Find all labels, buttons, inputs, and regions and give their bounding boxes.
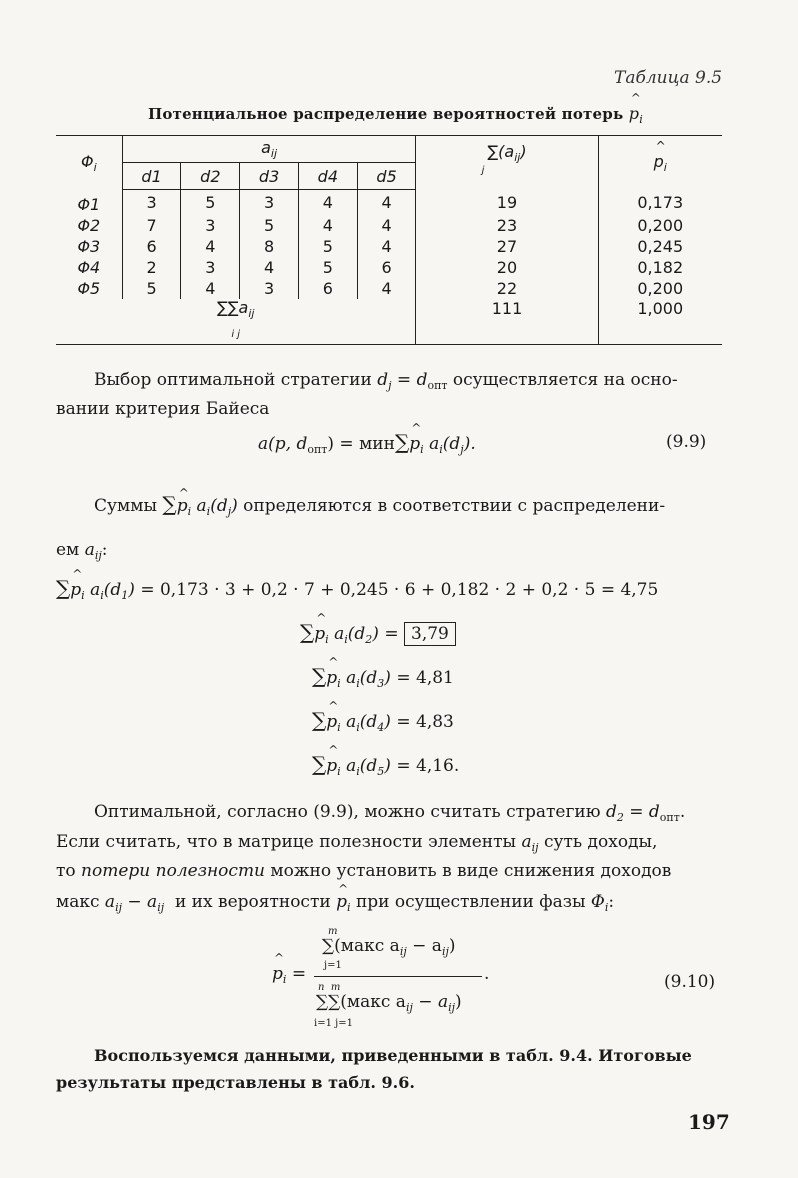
equation-9-9-number: (9.9) [666, 432, 707, 452]
row-p: 0,173 [637, 192, 684, 212]
total-p: 1,000 [598, 299, 722, 345]
cell: 4 [298, 215, 357, 236]
cell: 3 [181, 257, 240, 278]
cell: 4 [381, 192, 392, 212]
sum-line-d5: ∑^ $p_i$ $a_i(d_5) = 4,16$. [312, 752, 459, 778]
paragraph-2-line-1: Суммы ∑^ $p_i$ $a_i(d_j)$ определяются в соответствии с распределени- [94, 490, 722, 526]
table-title [148, 104, 643, 126]
row-phi: Φ1 [56, 190, 122, 215]
sum-line-d1: ∑^ $p_i$ $a_i(d_1) = 0,173 \cdot 3 + 0,2 \cdot 7 + 0,245 \cdot 6 + 0,182 \cdot 2 + 0,2 \cdot 5 = 4,75$ [56, 576, 658, 602]
total-sum: 111 [416, 299, 598, 345]
row-phi: Φ4 [56, 257, 122, 278]
row-sum: 27 [416, 236, 598, 257]
cell: 4 [381, 278, 392, 298]
cell: 4 [381, 215, 392, 235]
paragraph-4-line-1: Воспользуемся данными, приведенными в табл. 9.4. Итоговые [94, 1046, 692, 1065]
table-row [56, 215, 722, 236]
row-sum: 23 [416, 215, 598, 236]
probability-table [56, 135, 722, 345]
row-phi: Φ5 [56, 278, 122, 299]
table-header-row-1 [56, 136, 722, 163]
paragraph-3-line-2: Если считать, что в матрице полезности элементы $a_{ij}$ суть доходы, [56, 832, 658, 854]
d4-header: d4 [298, 163, 357, 190]
equation-9-10: m ∑(макс $a_{ij} - a_{ij}$) j=1 ^ $p_i$ = . n m ∑∑(макс $a_{ij} - a_{ij}$) i=1 j=1 [272, 926, 502, 1036]
paragraph-2-line-2: ем $a_{ij}$: [56, 540, 108, 562]
cell: 4 [181, 236, 240, 257]
cell: 5 [122, 278, 181, 299]
paragraph-3-line-1: Оптимальной, согласно (9.9), можно считать стратегию $d_2 = d_{опт}$. [94, 802, 686, 824]
cell: 3 [181, 215, 240, 236]
fraction-bar [314, 976, 482, 977]
cell: 6 [381, 257, 392, 277]
table-row [56, 278, 722, 299]
cell: 4 [298, 190, 357, 215]
cell: 4 [381, 236, 392, 256]
d3-header: d3 [240, 163, 299, 190]
fraction-denominator: ∑∑(макс $a_{ij} - a_{ij}$) [316, 992, 462, 1014]
row-sum: 22 [416, 278, 598, 299]
table-title-text: Потенциальное распределение вероятностей потерь [148, 105, 624, 123]
table-row [56, 190, 722, 215]
cell: 6 [298, 278, 357, 299]
table-caption: Таблица 9.5 [614, 68, 723, 88]
equation-9-9: a(p, $d_{опт}$) = мин∑^ $p_i$ $a_i(d_j)$. [258, 430, 476, 456]
table-row [56, 257, 722, 278]
row-p: 0,200 [637, 278, 684, 298]
cell: 2 [122, 257, 181, 278]
optimal-value-box: 3,79 [404, 622, 456, 646]
p-header: ^ $p_i$ [598, 136, 722, 190]
paragraph-1-line-1: Выбор оптимальной стратегии $d_j = d_{опт}$ осуществляется на осно- [94, 370, 678, 392]
paragraph-4-line-2: результаты представлены в табл. 9.6. [56, 1073, 415, 1092]
sum-line-d2: ∑^ $p_i$ $a_i(d_2) = 3,79$ [300, 620, 456, 646]
cell: 3 [240, 190, 299, 215]
total-label: $\sum\sum a_{ij}$ i j [56, 299, 416, 345]
row-phi: Φ3 [56, 236, 122, 257]
table-row [56, 236, 722, 257]
sum-header: $\sum(a_{ij})$ $^j$ [416, 136, 598, 190]
aij-header: $a_{ij}$ [122, 136, 416, 163]
page-number: 197 [688, 1110, 730, 1134]
sum-line-d3: ∑^ $p_i$ $a_i(d_3) = 4,81$ [312, 664, 454, 690]
cell: 5 [298, 236, 357, 257]
table-total-row [56, 299, 722, 345]
cell: 3 [122, 190, 181, 215]
equation-9-10-number: (9.10) [664, 972, 716, 992]
row-sum: 19 [416, 190, 598, 215]
d1-header: d1 [122, 163, 181, 190]
cell: 5 [298, 257, 357, 278]
paragraph-3-line-3: то потери полезности можно установить в виде снижения доходов [56, 861, 672, 881]
cell: 5 [240, 215, 299, 236]
cell: 3 [240, 278, 299, 299]
cell: 6 [122, 236, 181, 257]
row-p: 0,182 [637, 257, 684, 277]
sum-line-d4: ∑^ $p_i$ $a_i(d_4) = 4,83$ [312, 708, 454, 734]
d5-header: d5 [357, 163, 416, 190]
cell: 4 [181, 278, 240, 299]
row-p: 0,200 [637, 215, 684, 235]
cell: 4 [240, 257, 299, 278]
phi-header: $\Phi_i$ [56, 136, 122, 190]
row-sum: 20 [416, 257, 598, 278]
cell: 7 [122, 215, 181, 236]
d2-header: d2 [181, 163, 240, 190]
paragraph-3-line-4: макс $a_{ij} - a_{ij}$ и их вероятности ^ $p_i$ при осуществлении фазы $\Phi_i$: [56, 888, 722, 922]
fraction-numerator: ∑(макс $a_{ij} - a_{ij}$) [322, 936, 456, 958]
cell: 8 [240, 236, 299, 257]
table-title-symbol: ^ $p_i$ [629, 104, 643, 126]
p-hat-symbol: ^ $p_i$ = [272, 964, 306, 986]
cell: 5 [181, 190, 240, 215]
row-phi: Φ2 [56, 215, 122, 236]
row-p: 0,245 [637, 236, 684, 256]
paragraph-1-line-2: вании критерия Байеса [56, 399, 270, 419]
